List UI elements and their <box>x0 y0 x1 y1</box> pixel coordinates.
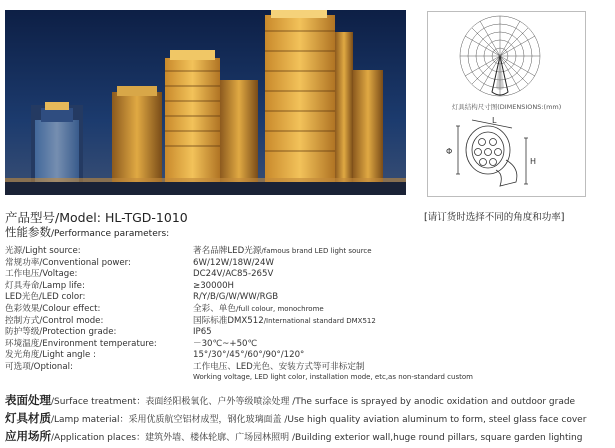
model-value: HL-TGD-1010 <box>104 210 188 225</box>
spec-label: 控制方式/Control mode: <box>5 315 104 326</box>
spec-row <box>5 304 505 316</box>
spec-row <box>5 339 505 351</box>
building-lighting-photo <box>5 10 406 195</box>
spec-row <box>5 269 505 281</box>
spec-label: 光源/Light source: <box>5 246 81 256</box>
polar-light-distribution-icon <box>428 12 585 100</box>
spec-value: 全彩、单色/full colour, monochrome <box>193 303 324 314</box>
spec-label: 可选项/Optional: <box>5 361 73 372</box>
spec-value: 15°/30°/45°/60°/90°/120° <box>193 350 305 361</box>
spec-label: 环境温度/Environment temperature: <box>5 338 157 349</box>
dimension-phi-label: Φ <box>446 147 453 156</box>
diagram-caption: 灯具结构尺寸图(DIMENSIONS:(mm) <box>451 103 562 111</box>
spec-label: 色彩效果/Colour effect: <box>5 303 101 314</box>
spec-value: －30℃~+50℃ <box>193 338 258 349</box>
spec-value: 著名品牌LED光源/famous brand LED light source <box>193 246 372 256</box>
params-title-zh: 性能参数 <box>5 225 51 239</box>
spec-row <box>5 281 505 293</box>
order-note: [请订货时选择不同的角度和功率] <box>424 212 565 223</box>
dimension-h-label: H <box>530 157 537 166</box>
dimension-diagram <box>427 11 586 197</box>
spec-label: 防护等级/Protection grade: <box>5 327 117 338</box>
params-title <box>5 224 169 240</box>
lamp-material: 灯具材质/Lamp material：采用优质航空铝材成型，钢化玻璃面盖 /Use high quality aviation aluminum to form, steel glass face cover <box>5 411 587 425</box>
spec-label: LED光色/LED color: <box>5 292 86 303</box>
spec-row <box>5 246 505 258</box>
spec-label: 发光角度/Light angle : <box>5 350 96 361</box>
spec-row <box>5 258 505 270</box>
spec-value: R/Y/B/G/W/WW/RGB <box>193 292 279 303</box>
spec-value: 6W/12W/18W/24W <box>193 257 274 268</box>
spec-label: 灯具寿命/Lamp life: <box>5 280 85 291</box>
spec-table <box>5 246 505 374</box>
optional-extra: Working voltage, LED light color, installation mode, etc,as non-standard custom <box>193 373 473 381</box>
application-places: 应用场所/Application places：建筑外墙、楼体轮廓、广场园林照明 /Building exterior wall,huge round pillars, square garden lighting <box>5 429 583 443</box>
spec-row <box>5 350 505 362</box>
spec-value: IP65 <box>193 327 212 338</box>
building-photo-image <box>5 10 406 195</box>
spec-label: 常规功率/Conventional power: <box>5 257 131 268</box>
spec-value: DC24V/AC85-265V <box>193 269 274 280</box>
model-label: 产品型号/Model: <box>5 210 101 225</box>
spec-label: 工作电压/Voltage: <box>5 269 78 280</box>
dimension-l-label: L <box>492 116 497 125</box>
spec-row <box>5 327 505 339</box>
params-title-en: /Performance parameters: <box>51 229 170 239</box>
lamp-dimension-icon <box>428 112 585 196</box>
spec-value: 国际标准DMX512/International standard DMX512 <box>193 315 376 326</box>
surface-treatment: 表面处理/Surface treatment：表面经阳极氧化、户外等级喷涂处理 /The surface is sprayed by anodic oxidation and outdoor grade <box>5 393 576 407</box>
spec-value: ≥30000H <box>193 280 235 291</box>
spec-row <box>5 292 505 304</box>
spec-row <box>5 316 505 328</box>
spec-row <box>5 362 505 374</box>
spec-value: 工作电压、LED光色、安装方式等可非标定制 <box>193 361 365 372</box>
